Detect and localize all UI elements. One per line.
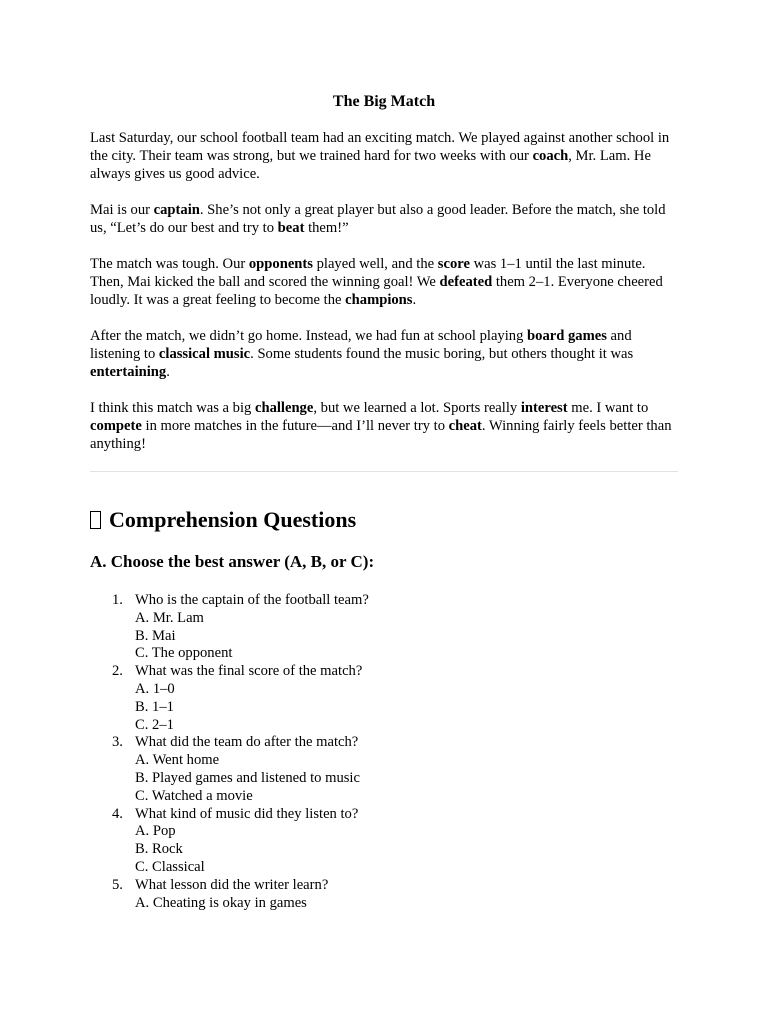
answer-option: C. The opponent [135,645,233,662]
question-text: Who is the captain of the football team? [135,592,369,608]
paragraph-text: , Mr. Lam. He always gives us good advice. [90,148,651,182]
paragraph-text: . She’s not only a great player but also a good leader. Before the match, she told us, “Let’s do our best and try to [90,202,666,236]
paragraph-text: them 2–1. Everyone cheered loudly. It was a great feeling to become the [90,274,663,308]
answer-option: A. Pop [135,823,176,840]
answer-option: B. Mai [135,627,176,644]
vocabulary-word: challenge [254,400,314,416]
answer-option: A. Mr. Lam [135,609,204,626]
story-title: The Big Match [332,93,436,110]
question-item [90,806,678,877]
answer-option: A. Cheating is okay in games [135,894,307,911]
question-item [90,877,678,913]
paragraph-text: The match was tough. Our [90,256,249,272]
question-number: 4. [112,805,123,822]
paragraph-text: , but we learned a lot. Sports really [313,400,521,416]
answer-option: C. Classical [135,858,205,875]
question-text: What kind of music did they listen to? [135,805,359,822]
vocabulary-word: compete [90,418,142,434]
paragraph-text: was 1–1 until the last minute. Then, Mai kicked the ball and scored the winning goal! We [90,256,646,290]
vocabulary-word: captain [153,202,200,218]
answer-option: C. 2–1 [135,716,174,733]
vocabulary-word: classical music [158,346,251,362]
vocabulary-word: coach [532,148,569,164]
story-paragraph [90,255,678,309]
question-number: 1. [112,592,123,608]
question-item [90,663,678,734]
paragraph-text: in more matches in the future—and I’ll never try to [141,418,449,434]
story-paragraph [90,327,678,381]
question-number: 5. [112,876,123,893]
question-list [90,592,678,912]
question-number: 3. [112,734,123,751]
question-item [90,592,678,663]
answer-option: B. Rock [135,841,183,858]
answer-option: A. Went home [135,752,220,769]
answer-option: B. 1–1 [135,698,174,715]
vocabulary-word: beat [277,220,305,236]
document-body [90,92,678,912]
question-text: What lesson did the writer learn? [135,876,329,893]
section-divider [90,471,678,472]
story-paragraph [90,129,678,183]
paragraph-text: . Some students found the music boring, but others thought it was [250,346,634,362]
question-text: What did the team do after the match? [135,734,359,751]
vocabulary-word: interest [520,400,568,416]
question-text: What was the final score of the match? [135,663,363,680]
vocabulary-word: score [437,256,470,272]
paragraph-text: them!” [304,220,349,236]
vocabulary-word: cheat [448,418,482,434]
paragraph-text: . [412,292,417,308]
story-paragraph [90,201,678,237]
vocabulary-word: opponents [248,256,313,272]
vocabulary-word: board games [527,328,607,344]
vocabulary-word: entertaining [90,364,167,380]
paragraph-text: me. I want to [567,400,649,416]
comprehension-heading [90,506,678,534]
story-text [90,129,678,453]
answer-option: A. 1–0 [135,680,175,697]
paragraph-text: Last Saturday, our school football team had an exciting match. We played against another school in the city. Their team was strong, but we trained hard for two weeks with our [90,130,670,164]
question-number: 2. [112,663,123,680]
vocabulary-word: defeated [439,274,493,290]
paragraph-text: played well, and the [312,256,438,272]
comprehension-heading-text: Comprehension Questions [109,507,357,532]
paragraph-text: and listening to [90,328,632,362]
paragraph-text: Mai is our [90,202,154,218]
question-item [90,734,678,805]
paragraph-text: After the match, we didn’t go home. Instead, we had fun at school playing [90,328,528,344]
story-paragraph [90,399,678,453]
missing-glyph-box-icon [90,511,101,529]
answer-option: B. Played games and listened to music [135,769,360,786]
section-a-heading: A. Choose the best answer (A, B, or C): [90,552,375,571]
paragraph-text: I think this match was a big [90,400,255,416]
vocabulary-word: champions [345,292,413,308]
answer-option: C. Watched a movie [135,787,253,804]
paragraph-text: . [166,364,170,380]
paragraph-text: . Winning fairly feels better than anything! [90,418,672,452]
